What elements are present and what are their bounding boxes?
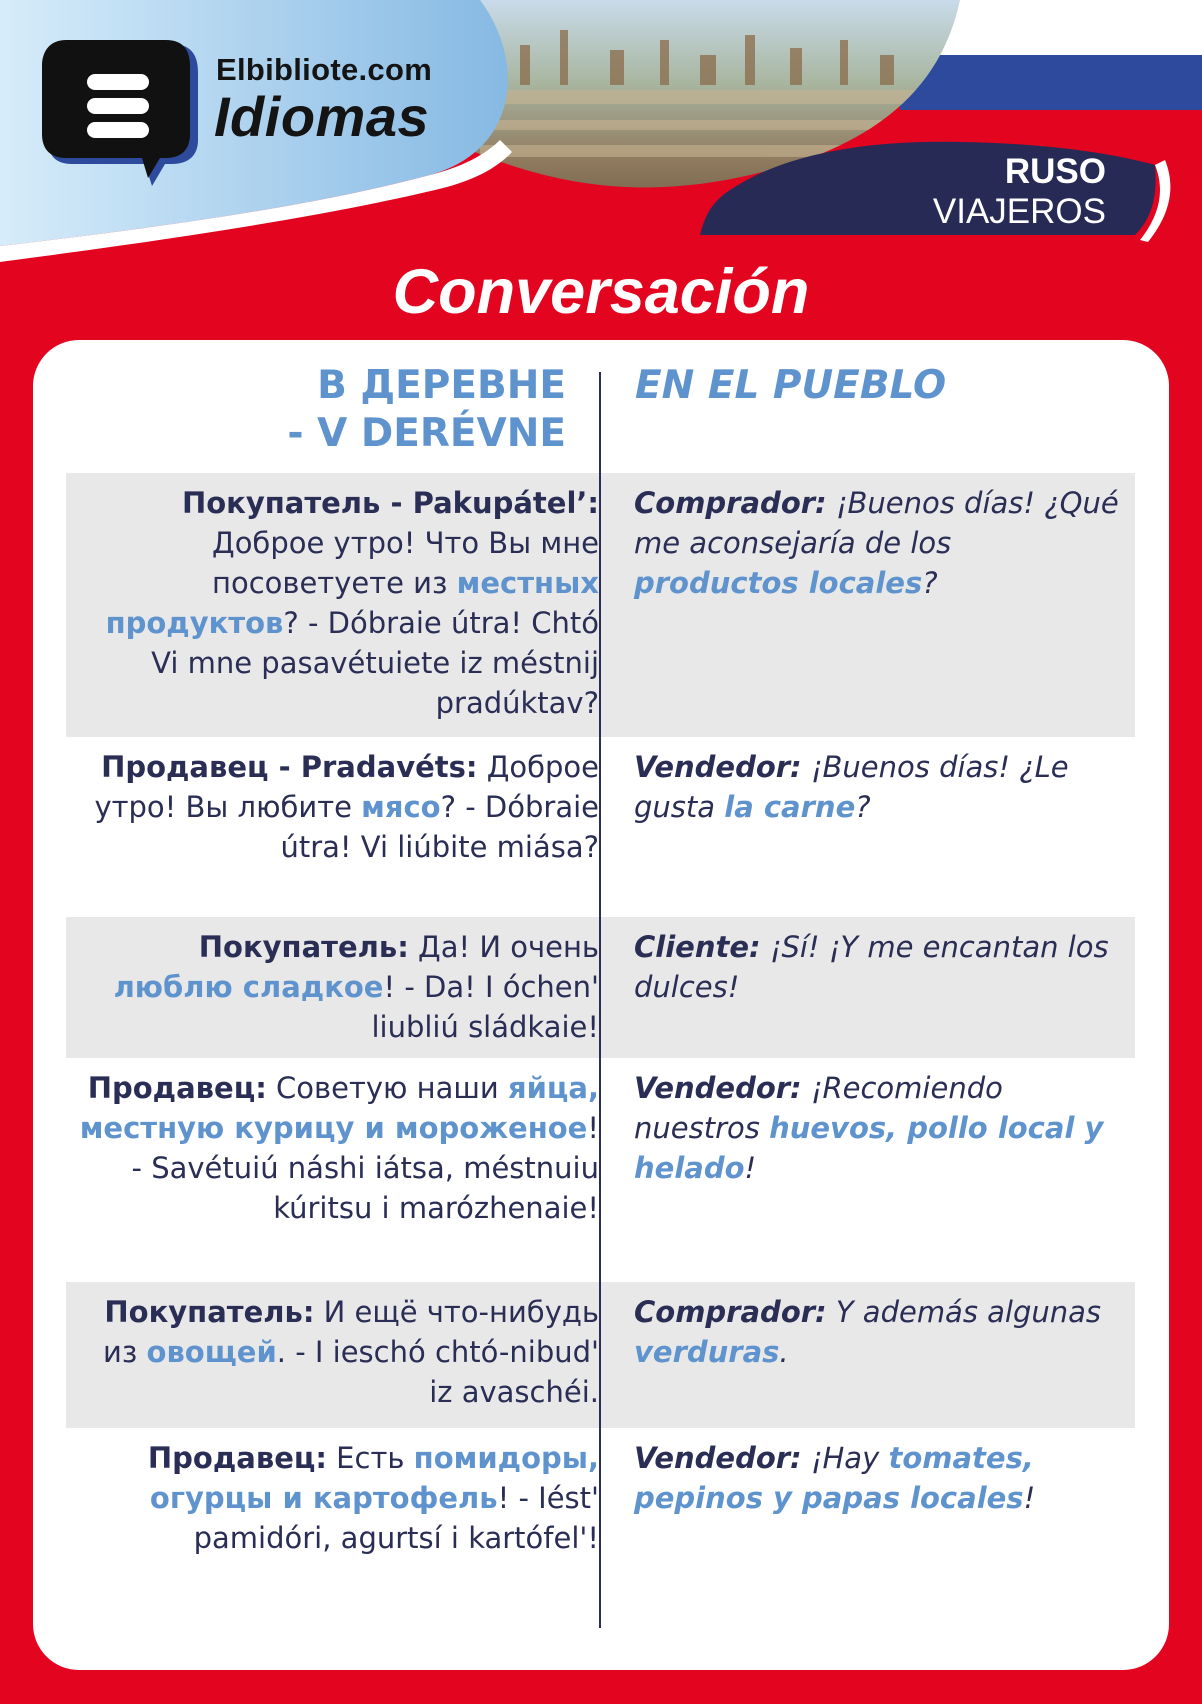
conversation-card bbox=[33, 340, 1169, 1670]
brand-name: Idiomas bbox=[214, 85, 430, 148]
russian-line bbox=[76, 1068, 599, 1228]
spanish-line bbox=[634, 483, 1124, 603]
column-header-spanish: EN EL PUEBLO bbox=[635, 363, 947, 408]
spanish-line bbox=[634, 1068, 1124, 1188]
dialogue-text: ? bbox=[922, 566, 938, 600]
column-divider bbox=[599, 372, 601, 1628]
russian-line bbox=[76, 1438, 599, 1558]
russian-line bbox=[76, 483, 599, 723]
spanish-line bbox=[634, 1292, 1124, 1372]
vocabulary-highlight: мясо bbox=[361, 790, 441, 824]
dialogue-text: ! bbox=[1023, 1481, 1036, 1515]
column-header-russian-line1: В ДЕРЕВНЕ bbox=[317, 363, 566, 408]
dialogue-text: ¡Buenos días! ¿Qué me aconsejaría de los bbox=[634, 486, 1119, 560]
speaker-label: Покупатель - Pakupátel’: bbox=[181, 486, 599, 520]
language-label: RUSO bbox=[1004, 152, 1106, 191]
vocabulary-highlight: la carne bbox=[724, 790, 856, 824]
vocabulary-highlight: овощей bbox=[146, 1335, 277, 1369]
vocabulary-highlight: помидоры, огурцы и картофель bbox=[149, 1441, 599, 1515]
dialogue-text: ? - Dóbraie útra! Vi liúbite miása? bbox=[280, 790, 599, 864]
speaker-label: Продавец - Pradavéts: bbox=[101, 750, 478, 784]
vocabulary-highlight: huevos, pollo local y helado bbox=[634, 1111, 1104, 1185]
russian-line bbox=[76, 747, 599, 867]
brand-site: Elbibliote.com bbox=[216, 52, 433, 87]
header bbox=[0, 0, 1202, 270]
dialogue-text: . bbox=[779, 1335, 789, 1369]
dialogue-text: ? - Dóbraie útra! Chtó Vi mne pasavétuiete iz méstnij pradúktav? bbox=[151, 606, 599, 720]
column-header-russian bbox=[33, 362, 566, 458]
vocabulary-highlight: verduras bbox=[634, 1335, 780, 1369]
dialogue-text: Советую наши bbox=[266, 1071, 508, 1105]
speaker-label: Vendedor: bbox=[634, 750, 802, 784]
vocabulary-highlight: местных продуктов bbox=[105, 566, 599, 640]
language-badge bbox=[933, 152, 1106, 232]
column-header-russian-line2: - V DERÉVNE bbox=[287, 411, 566, 456]
speaker-label: Продавец: bbox=[87, 1071, 267, 1105]
vocabulary-highlight: яйца, местную курицу и мороженое bbox=[79, 1071, 599, 1145]
dialogue-text: . - I ieschó chtó-nibud' iz avaschéi. bbox=[276, 1335, 599, 1409]
dialogue-text: ¡Recomiendo nuestros bbox=[634, 1071, 1003, 1145]
speaker-label: Продавец: bbox=[147, 1441, 327, 1475]
spanish-line bbox=[634, 1438, 1124, 1518]
speaker-label: Comprador: bbox=[634, 486, 827, 520]
dialogue-text: Доброе утро! Вы любите bbox=[94, 750, 599, 824]
dialogue-text: ¡Sí! ¡Y me encantan los dulces! bbox=[634, 930, 1109, 1004]
speaker-label: Vendedor: bbox=[634, 1441, 802, 1475]
dialogue-text: ¡Buenos días! ¿Le gusta bbox=[634, 750, 1069, 824]
speaker-label: Cliente: bbox=[634, 930, 761, 964]
speaker-label: Vendedor: bbox=[634, 1071, 802, 1105]
dialogue-text: ? bbox=[855, 790, 871, 824]
dialogue-text: Да! И очень bbox=[408, 930, 599, 964]
page-title: Conversación bbox=[392, 257, 810, 327]
russian-line bbox=[76, 1292, 599, 1412]
vocabulary-highlight: productos locales bbox=[634, 566, 923, 600]
vocabulary-highlight: tomates, pepinos y papas locales bbox=[634, 1441, 1034, 1515]
dialogue-text: ! bbox=[744, 1151, 757, 1185]
dialogue-text: ! - Da! I óchen' liubliú sládkaie! bbox=[371, 970, 599, 1044]
dialogue-text: ! - Savétuiú náshi iátsa, méstnuiu kúritsu i marózhenaie! bbox=[131, 1111, 599, 1225]
spanish-line bbox=[634, 747, 1124, 827]
vocabulary-highlight: люблю сладкое bbox=[113, 970, 384, 1004]
dialogue-text: И ещё что-нибудь из bbox=[103, 1295, 599, 1369]
russian-line bbox=[76, 927, 599, 1047]
audience-label: VIAJEROS bbox=[932, 192, 1106, 231]
speaker-label: Покупатель: bbox=[198, 930, 409, 964]
dialogue-text: Y además algunas bbox=[826, 1295, 1102, 1329]
dialogue-text: Доброе утро! Что Вы мне посоветуете из bbox=[211, 526, 599, 600]
speaker-label: Comprador: bbox=[634, 1295, 827, 1329]
spanish-line bbox=[634, 927, 1124, 1007]
dialogue-text: Есть bbox=[326, 1441, 414, 1475]
dialogue-text: ! - Iést' pamidóri, agurtsí i kartófel'! bbox=[193, 1481, 599, 1555]
dialogue-text: ¡Hay bbox=[801, 1441, 889, 1475]
speaker-label: Покупатель: bbox=[104, 1295, 315, 1329]
